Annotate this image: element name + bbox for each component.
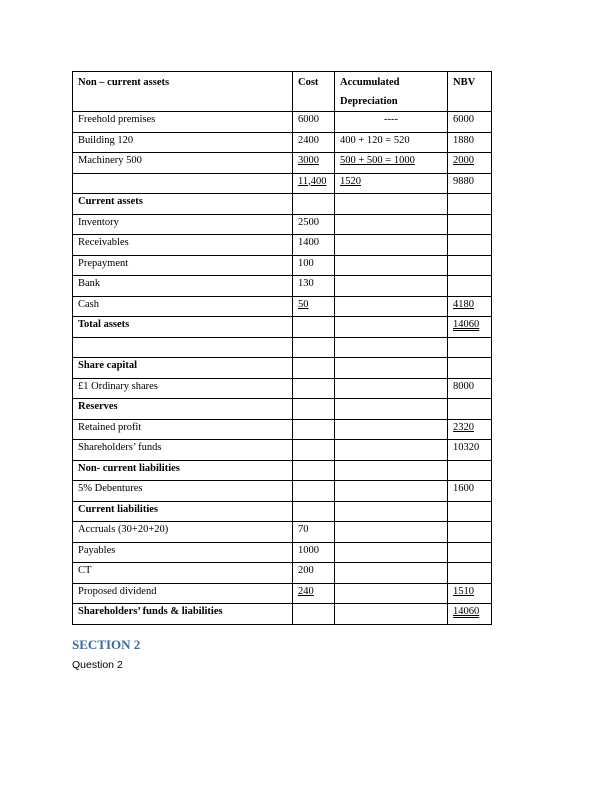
row-depreciation <box>335 604 448 625</box>
row-label: Shareholders’ funds <box>73 440 293 461</box>
row-nbv: 8000 <box>448 378 492 399</box>
row-depreciation <box>335 542 448 563</box>
row-cost <box>293 358 335 379</box>
row-nbv <box>448 399 492 420</box>
row-nbv: 9880 <box>448 173 492 194</box>
row-nbv <box>448 276 492 297</box>
row-cost: 2400 <box>293 132 335 153</box>
row-nbv-value: 14060 <box>453 606 480 617</box>
row-cost <box>293 440 335 461</box>
row-nbv <box>448 563 492 584</box>
row-nbv: 1880 <box>448 132 492 153</box>
header-depreciation: Accumulated Depreciation <box>335 72 448 112</box>
row-nbv <box>448 358 492 379</box>
table-row <box>73 194 492 215</box>
row-nbv: 10320 <box>448 440 492 461</box>
row-cost: 130 <box>293 276 335 297</box>
row-depreciation <box>335 153 448 174</box>
row-cost <box>293 481 335 502</box>
row-depreciation <box>335 501 448 522</box>
row-cost: 100 <box>293 255 335 276</box>
row-nbv-value: 14060 <box>453 319 480 330</box>
table-row <box>73 563 492 584</box>
row-nbv-value: 4180 <box>453 298 474 310</box>
row-depreciation <box>335 235 448 256</box>
row-nbv <box>448 194 492 215</box>
row-cost <box>293 399 335 420</box>
row-label: Share capital <box>73 358 293 379</box>
row-cost: 2500 <box>293 214 335 235</box>
row-depreciation: 400 + 120 = 520 <box>335 132 448 153</box>
table-row <box>73 337 492 358</box>
row-cost <box>293 378 335 399</box>
row-cost: 1000 <box>293 542 335 563</box>
header-nbv: NBV <box>448 72 492 112</box>
row-depreciation <box>335 481 448 502</box>
row-label: Machinery 500 <box>73 153 293 174</box>
row-label: 5% Debentures <box>73 481 293 502</box>
row-depreciation: ---- <box>335 112 448 133</box>
row-depreciation <box>335 358 448 379</box>
row-cost <box>293 173 335 194</box>
row-depreciation <box>335 173 448 194</box>
row-label <box>73 337 293 358</box>
row-label: Total assets <box>73 317 293 338</box>
row-depreciation <box>335 419 448 440</box>
row-depreciation <box>335 399 448 420</box>
row-depreciation-value: 500 + 500 = 1000 <box>340 155 415 166</box>
row-label: Accruals (30+20+20) <box>73 522 293 543</box>
row-label: Cash <box>73 296 293 317</box>
row-nbv-value: 2000 <box>453 155 474 166</box>
row-nbv <box>448 542 492 563</box>
table-row <box>73 440 492 461</box>
row-cost-value: 240 <box>298 585 314 597</box>
row-nbv <box>448 296 492 317</box>
table-row <box>73 276 492 297</box>
row-label <box>73 173 293 194</box>
row-cost <box>293 194 335 215</box>
table-row <box>73 358 492 379</box>
table-row <box>73 501 492 522</box>
table-row <box>73 132 492 153</box>
row-depreciation <box>335 337 448 358</box>
table-header-row <box>73 72 492 112</box>
row-depreciation <box>335 583 448 604</box>
row-cost <box>293 419 335 440</box>
row-nbv <box>448 460 492 481</box>
table-row <box>73 153 492 174</box>
row-cost <box>293 317 335 338</box>
row-label: Prepayment <box>73 255 293 276</box>
row-depreciation <box>335 317 448 338</box>
table-row <box>73 214 492 235</box>
row-cost-value: 3000 <box>298 155 319 166</box>
row-cost <box>293 583 335 604</box>
row-label: Freehold premises <box>73 112 293 133</box>
row-depreciation <box>335 296 448 317</box>
row-label: Reserves <box>73 399 293 420</box>
row-cost <box>293 153 335 174</box>
row-depreciation <box>335 440 448 461</box>
row-depreciation <box>335 214 448 235</box>
row-cost: 70 <box>293 522 335 543</box>
row-cost: 6000 <box>293 112 335 133</box>
row-nbv <box>448 214 492 235</box>
table-row <box>73 419 492 440</box>
header-cost: Cost <box>293 72 335 112</box>
row-cost-value: 50 <box>298 298 309 310</box>
section-title: SECTION 2 <box>72 637 141 652</box>
row-depreciation <box>335 378 448 399</box>
table-row <box>73 481 492 502</box>
table-row <box>73 460 492 481</box>
row-label: Shareholders’ funds & liabilities <box>73 604 293 625</box>
row-label: £1 Ordinary shares <box>73 378 293 399</box>
row-label: Building 120 <box>73 132 293 153</box>
row-nbv <box>448 583 492 604</box>
row-nbv <box>448 255 492 276</box>
row-depreciation-value: 1520 <box>340 175 361 187</box>
row-nbv <box>448 235 492 256</box>
table-row <box>73 112 492 133</box>
row-depreciation <box>335 276 448 297</box>
row-depreciation <box>335 522 448 543</box>
row-cost: 200 <box>293 563 335 584</box>
row-label: Retained profit <box>73 419 293 440</box>
row-label: CT <box>73 563 293 584</box>
row-nbv <box>448 337 492 358</box>
table-row <box>73 542 492 563</box>
table-row <box>73 522 492 543</box>
row-label: Inventory <box>73 214 293 235</box>
row-label: Receivables <box>73 235 293 256</box>
row-nbv: 6000 <box>448 112 492 133</box>
row-nbv <box>448 419 492 440</box>
table-row <box>73 399 492 420</box>
row-nbv <box>448 604 492 625</box>
row-label: Non- current liabilities <box>73 460 293 481</box>
table-row <box>73 255 492 276</box>
row-cost-value: 11,400 <box>298 175 327 187</box>
row-nbv: 1600 <box>448 481 492 502</box>
row-nbv <box>448 501 492 522</box>
row-cost <box>293 337 335 358</box>
table-row <box>73 317 492 338</box>
row-cost <box>293 501 335 522</box>
row-label: Current liabilities <box>73 501 293 522</box>
row-cost: 1400 <box>293 235 335 256</box>
table-row <box>73 173 492 194</box>
row-depreciation <box>335 255 448 276</box>
row-nbv <box>448 153 492 174</box>
row-cost <box>293 296 335 317</box>
table-row <box>73 583 492 604</box>
row-label: Current assets <box>73 194 293 215</box>
header-label: Non – current assets <box>73 72 293 112</box>
row-cost <box>293 604 335 625</box>
row-nbv <box>448 317 492 338</box>
row-label: Bank <box>73 276 293 297</box>
row-cost <box>293 460 335 481</box>
row-label: Payables <box>73 542 293 563</box>
row-nbv-value: 1510 <box>453 585 474 597</box>
row-nbv <box>448 522 492 543</box>
row-depreciation <box>335 563 448 584</box>
table-row <box>73 296 492 317</box>
row-depreciation <box>335 460 448 481</box>
question-label: Question 2 <box>72 659 123 671</box>
balance-sheet-table <box>72 71 492 625</box>
row-label: Proposed dividend <box>73 583 293 604</box>
table-row <box>73 604 492 625</box>
table-row <box>73 378 492 399</box>
table-row <box>73 235 492 256</box>
row-depreciation <box>335 194 448 215</box>
row-nbv-value: 2320 <box>453 421 474 433</box>
